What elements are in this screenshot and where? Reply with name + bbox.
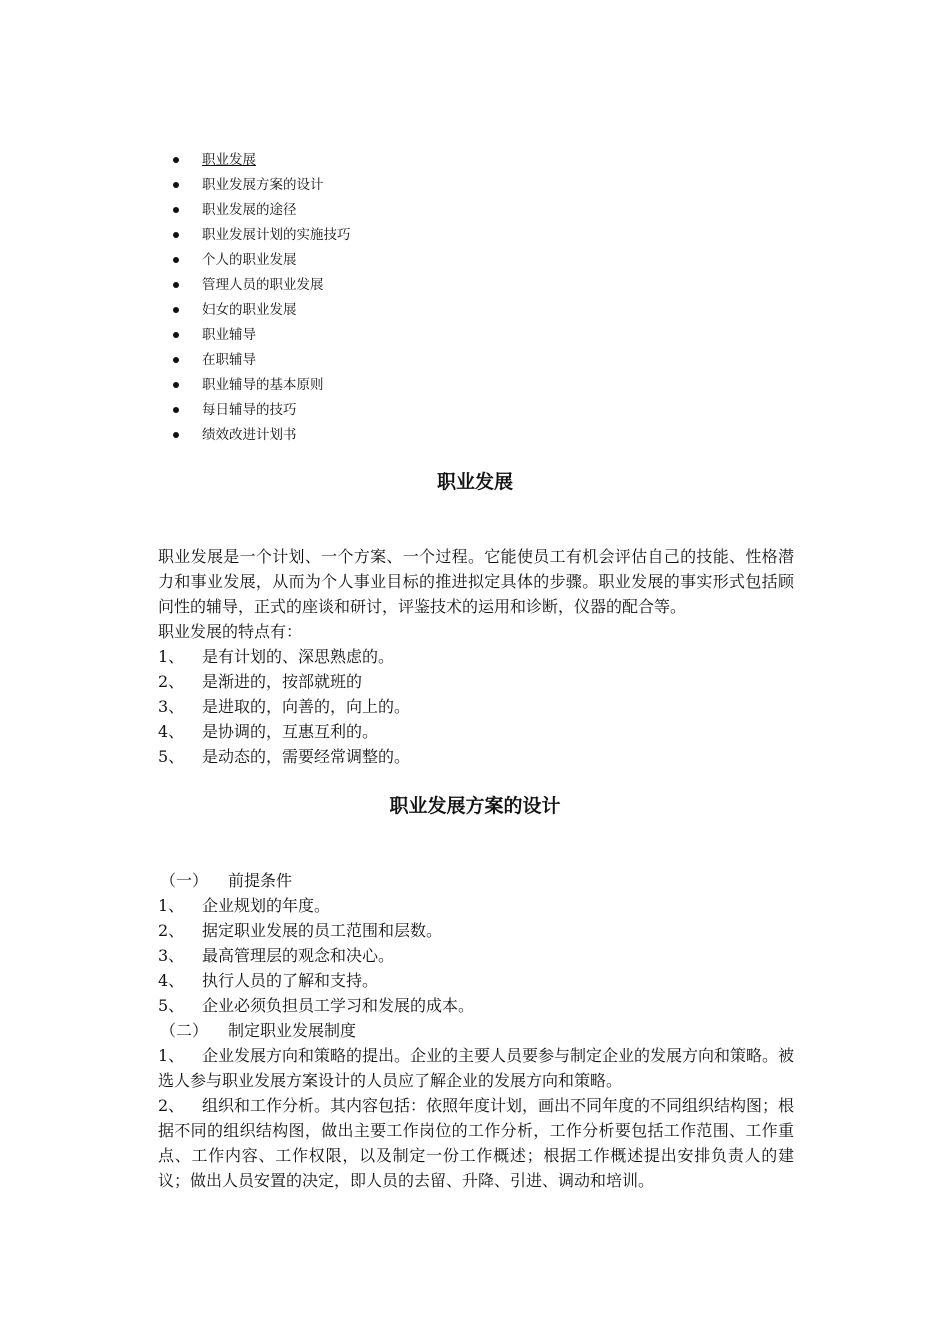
section-title: 职业发展 [436,471,513,493]
item-number: 3、 [158,946,185,965]
item-number: 1、 [158,1046,185,1065]
toc-link[interactable]: 职业发展计划的实施技巧 [202,227,351,243]
list-item [158,694,794,719]
list-item [158,744,794,769]
bullet-icon [173,432,179,438]
bullet-icon [173,232,179,238]
item-number: 4、 [158,971,185,990]
toc-link[interactable]: 管理人员的职业发展 [202,277,324,293]
bullet-icon [173,182,179,188]
item-text: 执行人员的了解和支持。 [202,971,379,990]
toc-item-paths[interactable] [160,198,351,223]
toc-link[interactable]: 绩效改进计划书 [202,427,297,443]
toc-link[interactable]: 职业发展方案的设计 [202,177,324,193]
list-item [158,644,794,669]
item-text: 是协调的，互惠互利的。 [202,722,379,741]
list-item [158,1093,794,1193]
toc-link[interactable]: 在职辅导 [202,352,256,368]
features-label: 职业发展的特点有： [158,622,303,641]
sub-heading-label: 前提条件 [228,871,293,890]
sub-heading [158,868,794,893]
item-number: 3、 [158,697,185,716]
sub-heading-number: （二） [160,1021,209,1040]
item-text: 最高管理层的观念和决心。 [202,946,395,965]
toc-link[interactable]: 职业辅导 [202,327,256,343]
item-text: 是渐进的，按部就班的 [202,672,363,691]
item-text: 企业发展方向和策略的提出。企业的主要人员要参与制定企业的发展方向和策略。被选人参与职业发展方案设计的人员应了解企业的发展方向和策略。 [158,1046,795,1090]
section-body [158,544,794,769]
bullet-icon [173,332,179,338]
list-item [158,918,794,943]
item-number: 2、 [158,672,185,691]
table-of-contents [160,148,351,448]
item-number: 1、 [158,896,185,915]
bullet-icon [173,282,179,288]
bullet-icon [173,157,179,163]
item-number: 2、 [158,921,185,940]
toc-link[interactable]: 每日辅导的技巧 [202,402,297,418]
toc-item-counseling[interactable] [160,323,351,348]
item-number: 4、 [158,722,185,741]
item-text: 是进取的，向善的，向上的。 [202,697,411,716]
toc-item-daily-tips[interactable] [160,398,351,423]
item-text: 企业规划的年度。 [202,896,331,915]
toc-link[interactable]: 妇女的职业发展 [202,302,297,318]
toc-item-improvement-plan[interactable] [160,423,351,448]
list-item [158,669,794,694]
bullet-icon [173,257,179,263]
list-item [158,968,794,993]
item-number: 5、 [158,747,185,766]
toc-item-career-development[interactable] [160,148,351,173]
toc-item-plan-design[interactable] [160,173,351,198]
item-text: 组织和工作分析。其内容包括：依照年度计划，画出不同年度的不同组织结构图；根据不同的组织结构图，做出主要工作岗位的工作分析，工作分析要包括工作范围、工作重点、工作内容、工作权限，以及制定一份工作概述；根据工作概述提出安排负责人的建议；做出人员安置的决定，即人员的去留、升降、引进、调动和培训。 [158,1096,795,1190]
item-text: 是动态的，需要经常调整的。 [202,747,411,766]
bullet-icon [173,207,179,213]
sub-heading-number: （一） [160,871,209,890]
toc-item-on-job[interactable] [160,348,351,373]
bullet-icon [173,407,179,413]
section-title: 职业发展方案的设计 [389,795,561,817]
bullet-icon [173,307,179,313]
toc-link[interactable]: 职业发展 [202,152,256,168]
item-text: 是有计划的、深思熟虑的。 [202,647,395,666]
list-item [158,893,794,918]
section-body [158,868,794,1193]
toc-item-implementation[interactable] [160,223,351,248]
item-number: 1、 [158,647,185,666]
item-number: 5、 [158,996,185,1015]
intro-paragraph: 职业发展是一个计划、一个方案、一个过程。它能使员工有机会评估自己的技能、性格潜力和事业发展，从而为个人事业目标的推进拟定具体的步骤。职业发展的事实形式包括顾问性的辅导，正式的座谈和研讨，评鉴技术的运用和诊断，仪器的配合等。 [158,547,794,616]
list-item [158,1043,794,1093]
sub-heading-label: 制定职业发展制度 [228,1021,357,1040]
item-number: 2、 [158,1096,185,1115]
toc-item-managers[interactable] [160,273,351,298]
bullet-icon [173,382,179,388]
toc-item-women[interactable] [160,298,351,323]
sub-heading [158,1018,794,1043]
toc-item-principles[interactable] [160,373,351,398]
toc-item-personal[interactable] [160,248,351,273]
list-item [158,993,794,1018]
toc-link[interactable]: 个人的职业发展 [202,252,297,268]
item-text: 据定职业发展的员工范围和层数。 [202,921,443,940]
list-item [158,943,794,968]
item-text: 企业必须负担员工学习和发展的成本。 [202,996,475,1015]
toc-link[interactable]: 职业辅导的基本原则 [202,377,324,393]
bullet-icon [173,357,179,363]
toc-link[interactable]: 职业发展的途径 [202,202,297,218]
list-item [158,719,794,744]
